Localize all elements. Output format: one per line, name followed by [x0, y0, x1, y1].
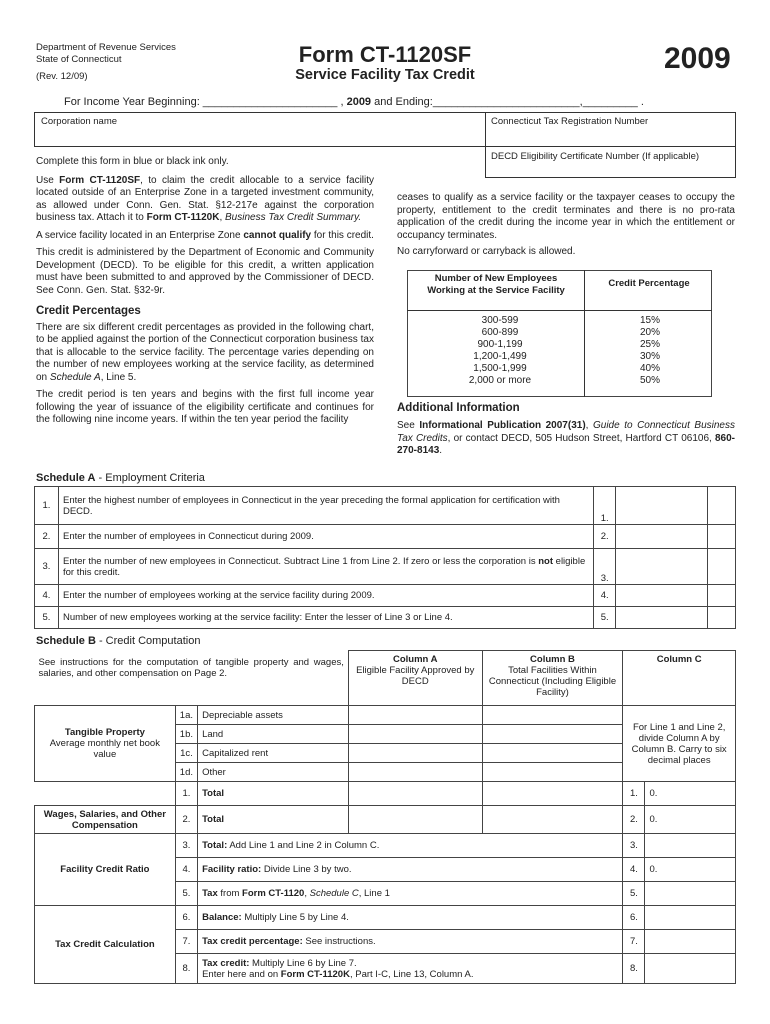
ratio-field[interactable]: 0.: [645, 806, 736, 834]
line-text: [198, 954, 623, 984]
divider: [485, 112, 486, 178]
amount-field[interactable]: [645, 906, 736, 930]
amount-field[interactable]: [348, 806, 482, 834]
intro-paragraph-3: This credit is administered by the Department of Economic and Community Development (DECD). To be eligible for this credit, a written application must have been submitted to and approved by the Commissioner of DECD. See Conn. Gen. Stat. §32-9r.: [36, 247, 374, 296]
divider: [485, 177, 736, 178]
line-text: Capitalized rent: [198, 744, 349, 763]
revision: (Rev. 12/09): [36, 71, 88, 82]
line-number: 5.: [35, 607, 59, 629]
text-span: , to claim the credit allocable to a service facility located outside of an Enterprise Zone in a targeted investment community, as allowed under Conn. Gen. Stat. §12-217e against the corporation business tax. Attach it to: [36, 174, 375, 223]
text-span: Multiply Line 5 by Line 4.: [241, 912, 349, 923]
table-cell: 2,000 or more: [468, 375, 532, 386]
tangible-property-label: [35, 706, 176, 782]
table-cell: 1,500-1,999: [473, 363, 527, 374]
table-cell: 40%: [639, 363, 660, 374]
text-span: Guide to Connecticut Business Tax Credits: [397, 420, 735, 444]
text-span: See instructions.: [302, 936, 376, 947]
amount-field[interactable]: [482, 763, 623, 782]
amount-field[interactable]: [708, 585, 736, 607]
ink-instruction: Complete this form in blue or black ink only.: [36, 156, 229, 167]
table-cell: 50%: [639, 375, 660, 386]
text-span: Tax: [202, 888, 218, 899]
line-ref: 2.: [623, 806, 645, 834]
line-text: [198, 834, 623, 858]
amount-field[interactable]: [348, 744, 482, 763]
text-span: Column A: [392, 654, 438, 665]
credit-percentages-heading: Credit Percentages: [36, 305, 141, 317]
line-number: 1.: [175, 782, 197, 806]
header-dept: [36, 42, 176, 83]
amount-field[interactable]: [482, 806, 623, 834]
intro-paragraph-5: The credit period is ten years and begins with the first full income year following the year of issuance of the eligibility certificate and continues for the following nine income years. If within the ten year period the facility: [36, 389, 374, 425]
text-span: Facility ratio:: [202, 864, 262, 875]
line-number: 4.: [35, 585, 59, 607]
line-text: [198, 906, 623, 930]
text-span: , or contact DECD, 505 Hudson Street, Hartford CT 06106,: [447, 432, 715, 444]
amount-field[interactable]: [348, 782, 482, 806]
line-ref: 4.: [623, 858, 645, 882]
text-span: , Line 1: [358, 888, 390, 899]
intro-left-column: [36, 156, 374, 427]
text-span: Multiply Line 6 by Line 7.: [249, 957, 357, 969]
table-cell: 25%: [639, 339, 660, 350]
schedule-b-instructions: See instructions for the computation of tangible property and wages, salaries, and other compensation on Page 2.: [35, 651, 349, 706]
text-span: Tax credit percentage:: [202, 936, 303, 947]
amount-field[interactable]: [616, 607, 708, 629]
text-span: Tax credit:: [202, 957, 250, 969]
credit-table-col1-header: Number of New Employees Working at the Service Facility: [427, 273, 565, 296]
tax-credit-calc-label: Tax Credit Calculation: [35, 906, 176, 984]
line-ref: 2.: [594, 525, 616, 549]
line-number: 2.: [175, 806, 197, 834]
text-span: .: [439, 445, 443, 456]
text-span: Eligible Facility Approved by DECD: [356, 665, 475, 687]
income-year-suffix: and Ending:________________________,_________ .: [371, 96, 644, 108]
line-ref: 3.: [623, 834, 645, 858]
line-text: [198, 858, 623, 882]
line-number: 4.: [175, 858, 197, 882]
amount-field[interactable]: [482, 744, 623, 763]
credit-table-percentages: [620, 315, 680, 387]
ct-tax-registration-field[interactable]: Connecticut Tax Registration Number: [491, 116, 649, 127]
table-row: [35, 549, 736, 585]
line-text: Other: [198, 763, 349, 782]
text-span: Add Line 1 and Line 2 in Column C.: [227, 840, 380, 851]
amount-field[interactable]: [645, 882, 736, 906]
text-span: , Part I-C, Line 13, Column A.: [349, 968, 474, 980]
divider: [34, 146, 736, 147]
text-span: Schedule C: [309, 888, 359, 899]
text-span: Informational Publication 2007(31): [419, 420, 586, 431]
table-row: [35, 834, 736, 858]
text-span: - Credit Computation: [95, 635, 201, 647]
line-text: Enter the number of employees working at the service facility during 2009.: [58, 585, 593, 607]
line-text: [58, 549, 593, 585]
divider: [735, 112, 736, 178]
line-ref: 3.: [594, 549, 616, 585]
line-number: 6.: [175, 906, 197, 930]
table-row: [35, 607, 736, 629]
line-ref: 5.: [623, 882, 645, 906]
table-row: [35, 806, 736, 834]
text-span: for this credit.: [311, 229, 374, 241]
line-number: 1.: [35, 487, 59, 525]
table-row: [35, 906, 736, 930]
line-text: Enter the number of employees in Connecticut during 2009.: [58, 525, 593, 549]
dept-line2: State of Connecticut: [36, 54, 122, 65]
line-text: Number of new employees working at the service facility: Enter the lesser of Line 3 or Line 4.: [58, 607, 593, 629]
amount-field[interactable]: [616, 549, 708, 585]
text-span: Enter here and on: [202, 968, 281, 980]
table-cell: 15%: [639, 315, 660, 326]
amount-field[interactable]: [616, 585, 708, 607]
text-span: Form CT-1120SF: [59, 174, 141, 186]
line-number: 1c.: [175, 744, 197, 763]
text-span: ,: [304, 888, 310, 899]
line-number: 1d.: [175, 763, 197, 782]
text-span: Business Tax Credit Summary.: [225, 212, 362, 223]
text-span: Column B: [530, 654, 575, 665]
amount-field[interactable]: [708, 525, 736, 549]
line-number: 1a.: [175, 706, 197, 725]
text-span: ,: [585, 420, 593, 431]
column-b-header: [482, 651, 623, 706]
income-year-bold: 2009: [346, 96, 372, 108]
table-cell: 30%: [639, 351, 660, 362]
decd-certificate-field[interactable]: DECD Eligibility Certificate Number (If applicable): [491, 151, 700, 162]
table-row: [35, 706, 736, 725]
amount-field[interactable]: [645, 930, 736, 954]
text-span: Schedule B: [36, 635, 96, 647]
table-cell: 900-1,199: [477, 339, 523, 350]
line-text: Land: [198, 725, 349, 744]
text-span: - Employment Criteria: [95, 472, 205, 484]
text-span: Balance:: [202, 912, 242, 923]
text-span: Form CT-1120K: [280, 968, 350, 980]
dept-line1: Department of Revenue Services: [36, 42, 176, 53]
text-span: cannot qualify: [243, 229, 312, 241]
income-year-prefix: For Income Year Beginning: ______________________ ,: [64, 96, 347, 108]
line-number: 3.: [175, 834, 197, 858]
line-ref: 6.: [623, 906, 645, 930]
schedule-b-title: [36, 635, 200, 647]
text-span: from: [217, 888, 243, 899]
text-span: 860-270-8143: [397, 432, 735, 456]
divider: [34, 112, 736, 113]
line-ref: 4.: [594, 585, 616, 607]
amount-field[interactable]: [348, 763, 482, 782]
text-span: eligible for this credit.: [62, 555, 586, 578]
amount-field[interactable]: [482, 706, 623, 725]
divider: [584, 270, 585, 397]
intro-paragraph-6: ceases to qualify as a service facility or the taxpayer ceases to occupy the property, entitlement to the credit terminates and there is no pro-rata application of the credit during the income year in which the entitlement or occupancy terminates.: [397, 192, 735, 241]
amount-field[interactable]: [708, 549, 736, 585]
schedule-b-table: [34, 650, 736, 984]
amount-field[interactable]: [645, 834, 736, 858]
column-c-header: Column C: [623, 651, 736, 706]
text-span: not: [538, 555, 554, 567]
additional-info-text: [397, 420, 735, 458]
text-span: Form CT-1120K: [146, 212, 220, 223]
additional-info-heading: Additional Information: [397, 402, 520, 414]
amount-field[interactable]: [616, 487, 708, 525]
credit-table-col2-header: Credit Percentage: [608, 278, 690, 289]
line-number: 1b.: [175, 725, 197, 744]
line-number: 5.: [175, 882, 197, 906]
line-number: 3.: [35, 549, 59, 585]
amount-field[interactable]: [482, 725, 623, 744]
line-text: Depreciable assets: [198, 706, 349, 725]
line-text: Total: [198, 782, 349, 806]
facility-ratio-label: Facility Credit Ratio: [35, 834, 176, 906]
text-span: Form CT-1120: [242, 888, 305, 899]
divider: [407, 310, 712, 311]
amount-field[interactable]: [348, 725, 482, 744]
table-cell: 600-899: [481, 327, 519, 338]
table-cell: 300-599: [481, 315, 519, 326]
line-ref: 5.: [594, 607, 616, 629]
line-number: 2.: [35, 525, 59, 549]
line-text: [198, 882, 623, 906]
column-c-note: For Line 1 and Line 2, divide Column A by Column B. Carry to six decimal places: [623, 706, 736, 782]
line-text: Total: [198, 806, 349, 834]
form-subtitle: Service Facility Tax Credit: [295, 67, 475, 83]
table-cell: 1,200-1,499: [473, 351, 527, 362]
intro-paragraph-2: [36, 230, 374, 243]
line-text: [58, 487, 593, 525]
line-ref: 8.: [623, 954, 645, 984]
income-year-line[interactable]: [64, 96, 644, 108]
intro-paragraph-1: [36, 175, 374, 225]
amount-field[interactable]: [482, 782, 623, 806]
wages-label: Wages, Salaries, and Other Compensation: [35, 806, 176, 834]
text-span: Enter the highest number of employees in Connecticut in the year preceding the formal application for certification with DECD.: [62, 494, 560, 517]
line-ref: 7.: [623, 930, 645, 954]
text-span: Total:: [202, 840, 228, 851]
amount-field[interactable]: [708, 487, 736, 525]
text-span: Enter the number of new employees in Connecticut. Subtract Line 1 from Line 2. If zero or less the corporation is: [62, 555, 539, 567]
text-span: Use: [36, 174, 60, 186]
form-title: Form CT-1120SF: [298, 42, 472, 67]
intro-paragraph-7: No carryforward or carryback is allowed.: [397, 246, 576, 257]
table-row: [35, 525, 736, 549]
amount-field[interactable]: [645, 954, 736, 984]
text-span: Total Facilities Within Connecticut (Including Eligible Facility): [488, 665, 617, 698]
intro-right-column: [397, 192, 735, 259]
credit-table-employees: [440, 315, 560, 387]
intro-paragraph-4: [36, 322, 374, 385]
text-span: Schedule A: [49, 371, 101, 383]
text-span: Tangible Property: [64, 727, 145, 738]
table-row: [35, 782, 736, 806]
divider: [34, 112, 35, 147]
table-row: [35, 585, 736, 607]
text-span: ,: [219, 212, 225, 223]
table-row: [35, 651, 736, 706]
form-year: 2009: [664, 42, 731, 75]
table-row: [35, 487, 736, 525]
ratio-field[interactable]: 0.: [645, 782, 736, 806]
amount-field[interactable]: [616, 525, 708, 549]
line-ref: 1.: [594, 487, 616, 525]
amount-field[interactable]: [348, 706, 482, 725]
line-ref: 1.: [623, 782, 645, 806]
corporation-name-field[interactable]: Corporation name: [41, 116, 118, 127]
text-span: Divide Line 3 by two.: [261, 864, 352, 875]
text-span: Schedule A: [36, 472, 96, 484]
schedule-a-title: [36, 472, 205, 484]
schedule-a-table: [34, 486, 736, 629]
text-span: A service facility located in an Enterprise Zone: [36, 229, 244, 241]
text-span: , Line 5.: [100, 371, 137, 383]
line-number: 7.: [175, 930, 197, 954]
table-cell: 20%: [639, 327, 660, 338]
ratio-field[interactable]: 0.: [645, 858, 736, 882]
text-span: Average monthly net book value: [49, 738, 160, 760]
line-number: 8.: [175, 954, 197, 984]
column-a-header: [348, 651, 482, 706]
text-span: See: [397, 420, 420, 431]
line-text: [198, 930, 623, 954]
amount-field[interactable]: [708, 607, 736, 629]
text-span: There are six different credit percentages as provided in the following chart, to be applied against the portion of the Connecticut corporation business tax that is allocable to the service facility. The percentage varies depending on the number of new employees working at the service facility, as determined on: [36, 321, 374, 383]
